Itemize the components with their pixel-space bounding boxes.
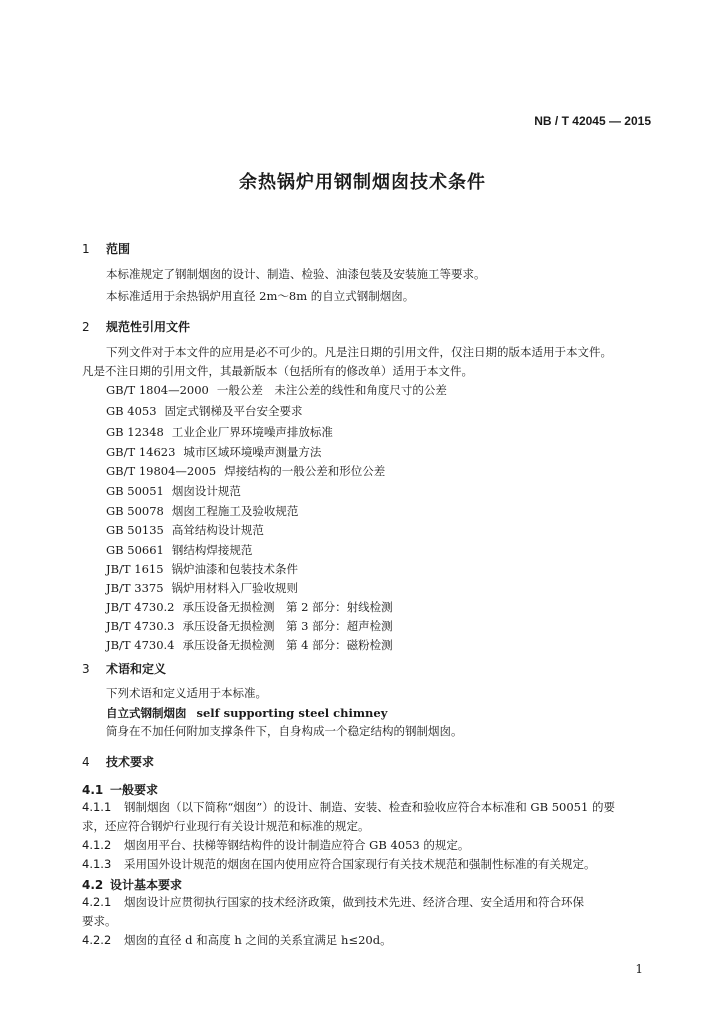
- section-4-heading: [82, 753, 154, 770]
- clause-4-1-3: 4.1.3 采用国外设计规范的烟囱在国内使用应符合国家现行有关技术规范和强制性标准的有关规定。: [82, 857, 596, 871]
- reference-item: GB/T 19804—2005 焊接结构的一般公差和形位公差: [106, 464, 386, 478]
- clause-4-2-1-line-2: 要求。: [82, 914, 117, 928]
- section-2-heading: [82, 318, 190, 335]
- section-title: 术语和定义: [106, 662, 167, 676]
- reference-item: GB 12348 工业企业厂界环境噪声排放标准: [106, 425, 333, 439]
- subsection-number: 4.1: [82, 783, 104, 797]
- clause-4-1-1-line-1: 4.1.1 钢制烟囱（以下简称“烟囱”）的设计、制造、安装、检查和验收应符合本标准和 GB 50051 的要: [82, 800, 615, 814]
- reference-item: GB 50078 烟囱工程施工及验收规范: [106, 504, 299, 518]
- term-definition: 筒身在不加任何附加支撑条件下，自身构成一个稳定结构的钢制烟囱。: [106, 724, 463, 738]
- section-number: 1: [82, 242, 90, 256]
- section-title: 技术要求: [106, 755, 155, 769]
- page-number: 1: [635, 962, 643, 976]
- reference-item: GB 50661 钢结构焊接规范: [106, 543, 253, 557]
- clause-4-1-2: 4.1.2 烟囱用平台、扶梯等钢结构件的设计制造应符合 GB 4053 的规定。: [82, 838, 470, 852]
- section-title: 范围: [106, 242, 131, 256]
- subsection-title: 一般要求: [110, 783, 159, 797]
- clause-number: 4.1.3: [82, 857, 112, 871]
- subsection-title: 设计基本要求: [110, 878, 183, 892]
- reference-item: JB/T 4730.2 承压设备无损检测 第 2 部分：射线检测: [106, 600, 393, 614]
- subsection-4-1-heading: [82, 781, 158, 798]
- section-2-intro-2: 凡是不注日期的引用文件，其最新版本（包括所有的修改单）适用于本文件。: [82, 364, 473, 378]
- section-1-para-1: 本标准规定了钢制烟囱的设计、制造、检验、油漆包装及安装施工等要求。: [106, 267, 486, 281]
- reference-item: JB/T 4730.3 承压设备无损检测 第 3 部分：超声检测: [106, 619, 393, 633]
- clause-number: 4.1.1: [82, 800, 112, 814]
- reference-item: JB/T 1615 锅炉油漆和包装技术条件: [106, 562, 299, 576]
- reference-item: JB/T 3375 锅炉用材料入厂验收规则: [106, 581, 299, 595]
- section-3-heading: [82, 660, 166, 677]
- reference-item: GB/T 1804—2000 一般公差 未注公差的线性和角度尺寸的公差: [106, 383, 447, 397]
- section-1-para-2: 本标准适用于余热锅炉用直径 2m～8m 的自立式钢制烟囱。: [106, 289, 415, 303]
- term-entry: [106, 706, 387, 721]
- section-title: 规范性引用文件: [106, 320, 191, 334]
- term-chinese: 自立式钢制烟囱: [106, 706, 187, 720]
- section-1-heading: [82, 240, 130, 257]
- reference-item: GB 4053 固定式钢梯及平台安全要求: [106, 404, 303, 418]
- clause-number: 4.2.2: [82, 933, 112, 947]
- clause-number: 4.2.1: [82, 895, 112, 909]
- clause-4-1-1-line-2: 求，还应符合钢炉行业现行有关设计规范和标准的规定。: [82, 819, 370, 833]
- reference-item: JB/T 4730.4 承压设备无损检测 第 4 部分：磁粉检测: [106, 638, 393, 652]
- standard-number: NB / T 42045 — 2015: [534, 114, 651, 128]
- reference-item: GB/T 14623 城市区域环境噪声测量方法: [106, 445, 322, 459]
- document-title: 余热锅炉用钢制烟囱技术条件: [239, 172, 486, 193]
- clause-4-2-2: 4.2.2 烟囱的直径 d 和高度 h 之间的关系宜满足 h≤20d。: [82, 933, 392, 947]
- subsection-4-2-heading: [82, 876, 182, 893]
- reference-item: GB 50135 高耸结构设计规范: [106, 523, 264, 537]
- clause-number: 4.1.2: [82, 838, 112, 852]
- section-number: 3: [82, 662, 90, 676]
- section-3-intro: 下列术语和定义适用于本标准。: [106, 686, 267, 700]
- section-2-intro-1: 下列文件对于本文件的应用是必不可少的。凡是注日期的引用文件，仅注日期的版本适用于本文件。: [106, 345, 612, 359]
- clause-4-2-1-line-1: 4.2.1 烟囱设计应贯彻执行国家的技术经济政策，做到技术先进、经济合理、安全适用和符合环保: [82, 895, 584, 909]
- section-number: 4: [82, 755, 90, 769]
- term-english: self supporting steel chimney: [196, 706, 388, 720]
- subsection-number: 4.2: [82, 878, 104, 892]
- section-number: 2: [82, 320, 90, 334]
- reference-item: GB 50051 烟囱设计规范: [106, 484, 241, 498]
